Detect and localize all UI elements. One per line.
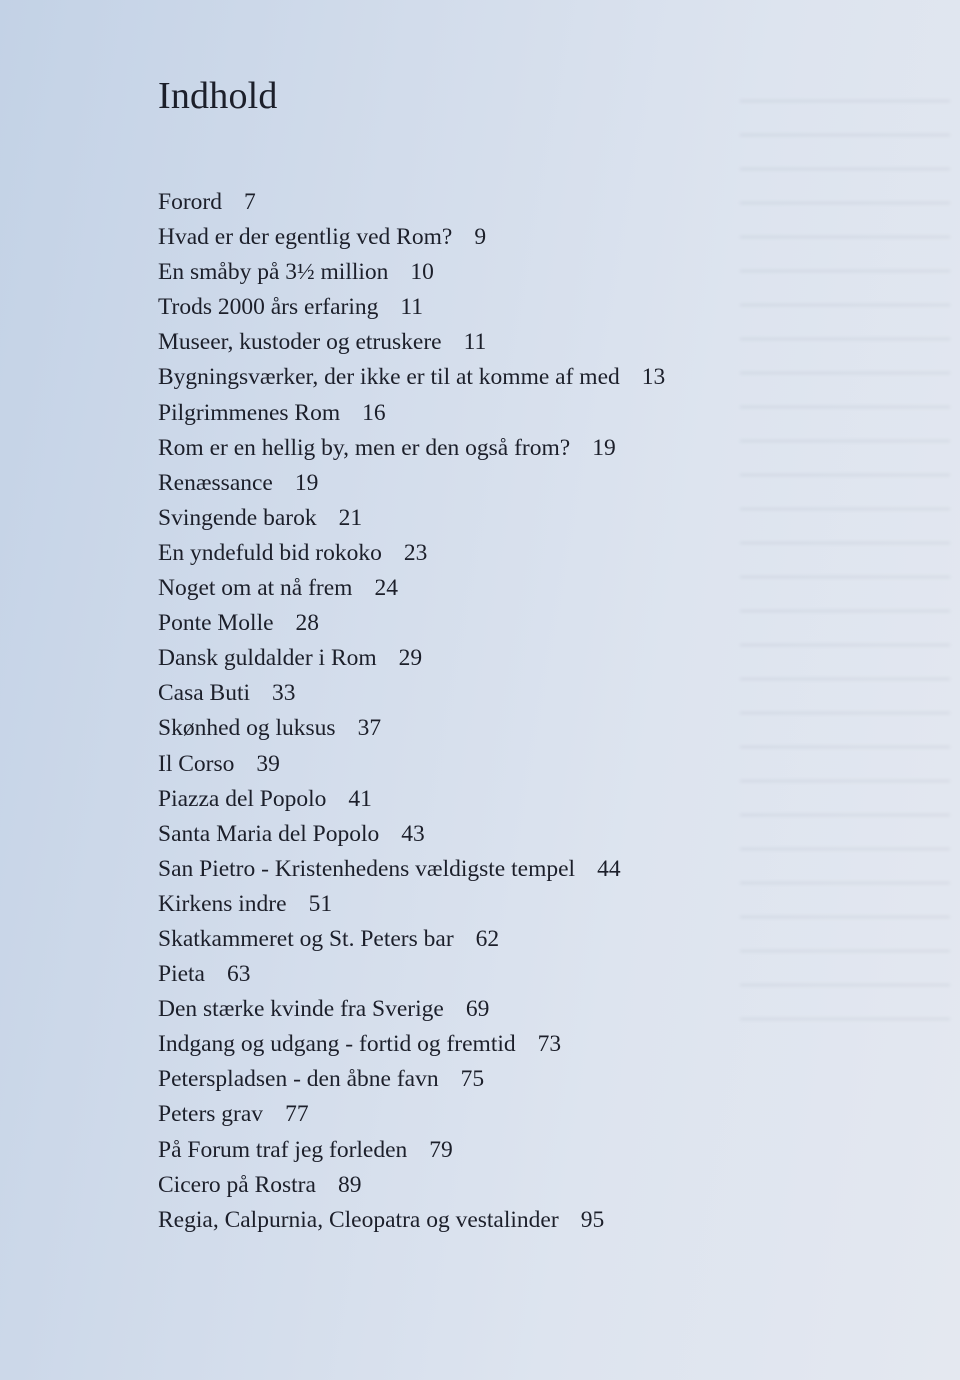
toc-entry bbox=[158, 1203, 665, 1238]
toc-entry-page: 39 bbox=[256, 750, 280, 777]
toc-entry-page: 19 bbox=[294, 469, 319, 496]
toc-entry bbox=[158, 1168, 665, 1203]
toc-entry-page: 9 bbox=[474, 224, 487, 251]
toc-entry bbox=[158, 992, 665, 1027]
toc-entry-page: 79 bbox=[429, 1136, 453, 1163]
toc-entry-title: Pieta bbox=[158, 961, 205, 988]
toc-entry-page: 19 bbox=[592, 434, 616, 461]
toc-entry-page: 77 bbox=[285, 1101, 309, 1128]
toc-entry-title: Museer, kustoder og etruskere bbox=[158, 329, 442, 356]
toc-entry-page: 73 bbox=[537, 1031, 562, 1058]
toc-entry bbox=[158, 1097, 665, 1132]
toc-entry-title: Casa Buti bbox=[158, 680, 251, 707]
toc-entry-page: 69 bbox=[465, 996, 490, 1023]
toc-entry-title: Skønhed og luksus bbox=[158, 715, 336, 742]
toc-entry-title: Noget om at nå frem bbox=[158, 575, 353, 602]
page-title: Indhold bbox=[158, 75, 278, 117]
toc-entry-page: 51 bbox=[308, 890, 333, 917]
toc-entry-title: Renæssance bbox=[158, 469, 273, 496]
toc-entry-page: 28 bbox=[295, 610, 320, 637]
toc-entry-page: 7 bbox=[243, 189, 256, 215]
toc-entry-title: Dansk guldalder i Rom bbox=[158, 645, 377, 672]
toc-entry-page: 13 bbox=[641, 364, 666, 391]
toc-entry bbox=[158, 957, 665, 992]
toc-entry bbox=[158, 360, 665, 395]
toc-entry-title: Cicero på Rostra bbox=[158, 1171, 316, 1198]
toc-entry-page: 62 bbox=[475, 925, 500, 952]
toc-entry bbox=[158, 466, 665, 501]
toc-entry-title: Hvad er der egentlig ved Rom? bbox=[158, 224, 453, 251]
toc-entry-title: Trods 2000 års erfaring bbox=[158, 294, 379, 321]
toc-entry-title: Il Corso bbox=[158, 750, 235, 777]
show-through-text bbox=[740, 80, 950, 1040]
toc-entry bbox=[158, 396, 665, 431]
toc-entry bbox=[158, 676, 665, 711]
toc-entry-title: Ponte Molle bbox=[158, 610, 274, 637]
toc-entry-page: 29 bbox=[398, 645, 423, 672]
table-of-contents bbox=[158, 185, 665, 1238]
toc-entry-title: Santa Maria del Popolo bbox=[158, 820, 380, 847]
toc-entry bbox=[158, 782, 665, 817]
toc-entry-title: Rom er en hellig by, men er den også from? bbox=[158, 434, 571, 461]
toc-entry bbox=[158, 606, 665, 641]
toc-entry bbox=[158, 852, 665, 887]
toc-entry bbox=[158, 747, 665, 782]
toc-entry-page: 10 bbox=[410, 259, 434, 286]
toc-entry-title: Skatkammeret og St. Peters bar bbox=[158, 925, 454, 952]
toc-entry bbox=[158, 220, 665, 255]
toc-entry-title: Pilgrimmenes Rom bbox=[158, 399, 341, 426]
toc-entry-title: Svingende barok bbox=[158, 504, 317, 531]
toc-entry bbox=[158, 431, 665, 466]
toc-entry-title: På Forum traf jeg forleden bbox=[158, 1136, 408, 1163]
toc-entry-page: 44 bbox=[597, 855, 621, 882]
toc-entry-page: 63 bbox=[227, 961, 251, 988]
toc-entry-title: Bygningsværker, der ikke er til at komme af med bbox=[158, 364, 620, 391]
toc-entry-page: 95 bbox=[580, 1206, 605, 1233]
toc-entry-page: 75 bbox=[460, 1066, 485, 1093]
toc-entry-title: Peterspladsen - den åbne favn bbox=[158, 1066, 439, 1093]
toc-entry-page: 11 bbox=[463, 329, 487, 356]
toc-entry bbox=[158, 536, 665, 571]
toc-entry-title: En småby på 3½ million bbox=[158, 259, 389, 286]
toc-entry-page: 11 bbox=[400, 294, 424, 321]
toc-entry bbox=[158, 887, 665, 922]
toc-entry-page: 37 bbox=[357, 715, 382, 742]
toc-entry-title: San Pietro - Kristenhedens vældigste tempel bbox=[158, 855, 576, 882]
toc-entry-title: Kirkens indre bbox=[158, 890, 287, 917]
toc-entry bbox=[158, 711, 665, 746]
toc-entry bbox=[158, 922, 665, 957]
toc-entry-page: 89 bbox=[337, 1171, 362, 1198]
toc-entry bbox=[158, 1027, 665, 1062]
toc-entry-page: 23 bbox=[403, 539, 428, 566]
toc-entry-title: Forord bbox=[158, 189, 222, 215]
toc-entry-title: Regia, Calpurnia, Cleopatra og vestalinder bbox=[158, 1206, 559, 1233]
toc-entry bbox=[158, 290, 665, 325]
toc-entry-title: Den stærke kvinde fra Sverige bbox=[158, 996, 444, 1023]
toc-entry bbox=[158, 325, 665, 360]
toc-entry-title: Piazza del Popolo bbox=[158, 785, 327, 812]
toc-entry-title: Peters grav bbox=[158, 1101, 264, 1128]
toc-entry bbox=[158, 817, 665, 852]
toc-entry bbox=[158, 641, 665, 676]
toc-entry bbox=[158, 571, 665, 606]
toc-entry-page: 21 bbox=[338, 504, 363, 531]
toc-entry-page: 33 bbox=[272, 680, 296, 707]
toc-entry-title: En yndefuld bid rokoko bbox=[158, 539, 382, 566]
toc-entry bbox=[158, 185, 665, 220]
toc-entry bbox=[158, 255, 665, 290]
toc-entry-page: 16 bbox=[362, 399, 386, 426]
toc-entry bbox=[158, 1133, 665, 1168]
toc-entry-page: 41 bbox=[348, 785, 372, 812]
toc-entry bbox=[158, 501, 665, 536]
toc-entry-page: 24 bbox=[374, 575, 398, 602]
toc-entry bbox=[158, 1062, 665, 1097]
toc-entry-page: 43 bbox=[401, 820, 425, 847]
toc-entry-title: Indgang og udgang - fortid og fremtid bbox=[158, 1031, 516, 1058]
